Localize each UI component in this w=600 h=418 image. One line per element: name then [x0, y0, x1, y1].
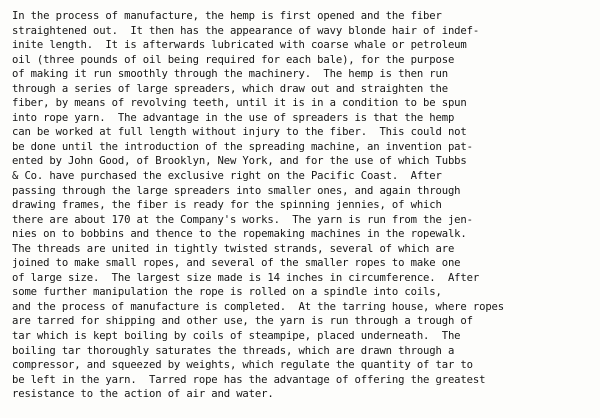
text-line: are tarred for shipping and other use, the yarn is run through a trough of: [12, 315, 473, 328]
text-line: and the process of manufacture is completed. At the tarring house, where ropes: [12, 300, 505, 313]
text-line: The threads are united in tightly twisted strands, several of which are: [12, 242, 455, 255]
text-line: straightened out. It then has the appearance of wavy blonde hair of indef-: [12, 24, 480, 37]
text-line: be left in the yarn. Tarred rope has the advantage of offering the greatest: [12, 373, 486, 386]
text-line: joined to make small ropes, and several of the smaller ropes to make one: [12, 257, 461, 270]
text-line: of large size. The largest size made is 14 inches in circumference. After: [12, 271, 480, 284]
text-line: oil (three pounds of oil being required for each bale), for the purpose: [12, 53, 455, 66]
text-line: fiber, by means of revolving teeth, until it is in a condition to be spun: [12, 97, 467, 110]
text-line: there are about 170 at the Company's works. The yarn is run from the jen-: [12, 213, 473, 226]
text-line: inite length. It is afterwards lubricated with coarse whale or petroleum: [12, 39, 467, 52]
text-line: & Co. have purchased the exclusive right on the Pacific Coast. After: [12, 170, 442, 183]
text-line: nies on to bobbins and thence to the ropemaking machines in the ropewalk.: [12, 228, 467, 241]
text-line: compressor, and squeezed by weights, which regulate the quantity of tar to: [12, 359, 473, 372]
text-line: passing through the large spreaders into smaller ones, and again through: [12, 184, 461, 197]
text-line: into rope yarn. The advantage in the use of spreaders is that the hemp: [12, 111, 455, 124]
text-line: boiling tar thoroughly saturates the threads, which are drawn through a: [12, 344, 455, 357]
text-line: through a series of large spreaders, which draw out and straighten the: [12, 82, 448, 95]
text-line: be done until the introduction of the spreading machine, an invention pat-: [12, 140, 473, 153]
body-text: [12, 9, 596, 402]
text-line: tar which is kept boiling by coils of steampipe, placed underneath. The: [12, 330, 461, 343]
text-line: of making it run smoothly through the machinery. The hemp is then run: [12, 68, 448, 81]
text-line: drawing frames, the fiber is ready for the spinning jennies, of which: [12, 199, 442, 212]
text-line: some further manipulation the rope is rolled on a spindle into coils,: [12, 286, 442, 299]
text-line: In the process of manufacture, the hemp is first opened and the fiber: [12, 10, 442, 22]
text-line: can be worked at full length without injury to the fiber. This could not: [12, 126, 467, 139]
text-line: ented by John Good, of Brooklyn, New York, and for the use of which Tubbs: [12, 155, 467, 168]
text-line: resistance to the action of air and water.: [12, 388, 274, 401]
